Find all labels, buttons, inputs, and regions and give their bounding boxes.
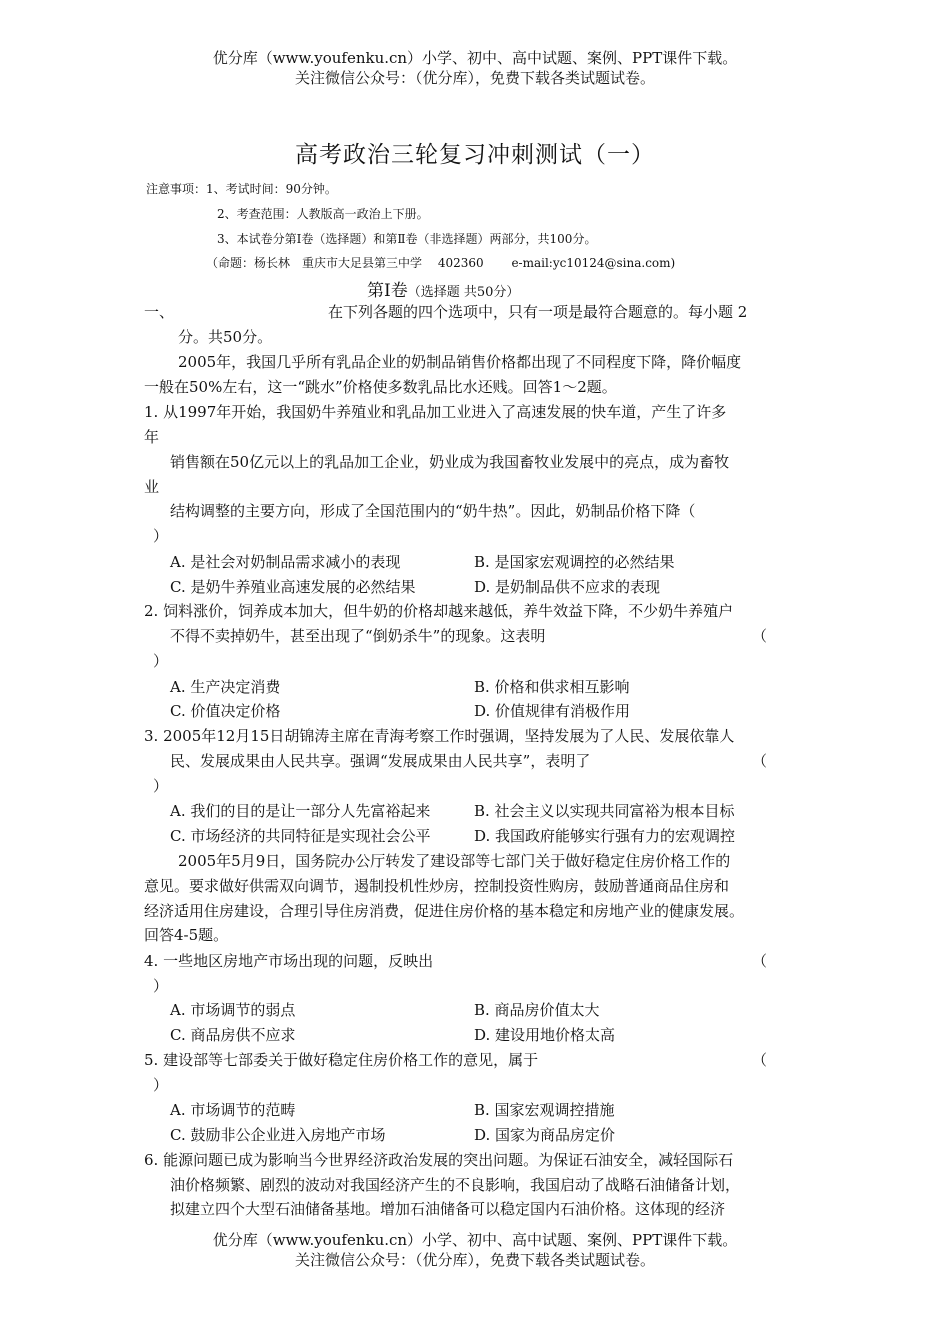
q1-option-c: C. 是奶牛养殖业高速发展的必然结果: [170, 578, 416, 596]
part-instructions-cont: 分。共50分。: [178, 328, 273, 346]
q3-open-paren: （: [752, 752, 768, 770]
note-1: 注意事项：1、考试时间：90分钟。: [146, 182, 337, 196]
q2-option-b: B. 价格和供求相互影响: [474, 678, 630, 696]
q5-option-b: B. 国家宏观调控措施: [474, 1101, 615, 1119]
q3-option-c: C. 市场经济的共同特征是实现社会公平: [170, 827, 431, 845]
part-instructions: 在下列各题的四个选项中，只有一项是最符合题意的。每小题 2: [328, 303, 748, 321]
material-1-line-1: 2005年，我国几乎所有乳品企业的奶制品销售价格都出现了不同程度下降，降价幅度: [178, 353, 742, 371]
material-2-line-3: 经济适用住房建设，合理引导住房消费，促进住房价格的基本稳定和房地产业的健康发展。: [144, 902, 745, 920]
author-line: （命题：杨长林 重庆市大足县第三中学 402360 e-mail:yc10124@sina.com): [206, 256, 676, 270]
q5-open-paren: （: [752, 1051, 768, 1069]
footer-line-1: 优分库（www.youfenku.cn）小学、初中、高中试题、案例、PPT课件下载。: [212, 1231, 738, 1249]
q3-option-d: D. 我国政府能够实行强有力的宏观调控: [474, 827, 736, 845]
note-2: 2、考查范围：人教版高一政治上下册。: [217, 207, 429, 221]
q2-open-paren: （: [752, 627, 768, 645]
q5-option-d: D. 国家为商品房定价: [474, 1126, 616, 1144]
material-2-line-2: 意见。要求做好供需双向调节，遏制投机性炒房，控制投资性购房，鼓励普通商品住房和: [144, 877, 730, 895]
q1-answer-paren: ）: [153, 527, 169, 545]
q1-line-3: 结构调整的主要方向，形成了全国范围内的“奶牛热”。因此，奶制品价格下降（: [170, 502, 696, 520]
note-3: 3、本试卷分第Ⅰ卷（选择题）和第Ⅱ卷（非选择题）两部分，共100分。: [217, 232, 597, 246]
q2-option-c: C. 价值决定价格: [170, 702, 281, 720]
q2-option-d: D. 价值规律有消极作用: [474, 702, 631, 720]
q6-line-2: 油价格频繁、剧烈的波动对我国经济产生的不良影响，我国启动了战略石油储备计划，: [170, 1176, 741, 1194]
q4-option-b: B. 商品房价值太大: [474, 1001, 600, 1019]
q5-close-paren: ）: [153, 1076, 169, 1094]
q1-line-1: 1. 从1997年开始，我国奶牛养殖业和乳品加工业进入了高速发展的快车道，产生了许多: [144, 403, 727, 421]
q2-option-a: A. 生产决定消费: [170, 678, 281, 696]
material-1-line-2: 一般在50%左右，这一“跳水”价格使多数乳品比水还贱。回答1～2题。: [144, 378, 617, 396]
q4-option-a: A. 市场调节的弱点: [170, 1001, 296, 1019]
q2-line-1: 2. 饲料涨价，饲养成本加大，但牛奶的价格却越来越低，养牛效益下降，不少奶牛养殖户: [144, 602, 734, 620]
q1-line-2-wrap: 业: [144, 478, 160, 496]
q2-close-paren: ）: [153, 652, 169, 670]
q3-option-a: A. 我们的目的是让一部分人先富裕起来: [170, 802, 431, 820]
q3-close-paren: ）: [153, 777, 169, 795]
q3-line-2: 民、发展成果由人民共享。强调“发展成果由人民共享”，表明了: [170, 752, 591, 770]
q5-option-c: C. 鼓励非公企业进入房地产市场: [170, 1126, 386, 1144]
q4-close-paren: ）: [153, 977, 169, 995]
page-title: 高考政治三轮复习冲刺测试（一）: [295, 142, 655, 168]
q1-option-b: B. 是国家宏观调控的必然结果: [474, 553, 675, 571]
q3-line-1: 3. 2005年12月15日胡锦涛主席在青海考察工作时强调，坚持发展为了人民、发展依靠人: [144, 727, 735, 745]
header-line-2: 关注微信公众号：（优分库），免费下载各类试题试卷。: [294, 69, 655, 87]
section-heading-sub: （选择题 共50分）: [407, 285, 520, 300]
q4-option-c: C. 商品房供不应求: [170, 1026, 296, 1044]
q1-line-2: 销售额在50亿元以上的乳品加工企业，奶业成为我国畜牧业发展中的亮点，成为畜牧: [170, 453, 730, 471]
q2-line-2: 不得不卖掉奶牛，甚至出现了“倒奶杀牛”的现象。这表明: [170, 627, 546, 645]
q1-line-1-wrap: 年: [144, 428, 160, 446]
q4-option-d: D. 建设用地价格太高: [474, 1026, 616, 1044]
q1-option-a: A. 是社会对奶制品需求减小的表现: [170, 553, 401, 571]
section-heading-main: 第Ⅰ卷: [367, 281, 408, 301]
part-number: 一、: [144, 303, 175, 321]
q4-open-paren: （: [752, 952, 768, 970]
q1-option-d: D. 是奶制品供不应求的表现: [474, 578, 661, 596]
q6-line-3: 拟建立四个大型石油储备基地。增加石油储备可以稳定国内石油价格。这体现的经济: [170, 1200, 726, 1218]
q5-line-1: 5. 建设部等七部委关于做好稳定住房价格工作的意见，属于: [144, 1051, 539, 1069]
footer-line-2: 关注微信公众号：（优分库），免费下载各类试题试卷。: [294, 1251, 655, 1269]
material-2-line-4: 回答4-5题。: [144, 926, 229, 944]
q6-line-1: 6. 能源问题已成为影响当今世界经济政治发展的突出问题。为保证石油安全，减轻国际石: [144, 1151, 734, 1169]
q3-option-b: B. 社会主义以实现共同富裕为根本目标: [474, 802, 735, 820]
section-heading: [367, 276, 519, 301]
q5-option-a: A. 市场调节的范畴: [170, 1101, 296, 1119]
material-2-line-1: 2005年5月9日，国务院办公厅转发了建设部等七部门关于做好稳定住房价格工作的: [178, 852, 731, 870]
q4-line-1: 4. 一些地区房地产市场出现的问题，反映出: [144, 952, 434, 970]
header-line-1: 优分库（www.youfenku.cn）小学、初中、高中试题、案例、PPT课件下载。: [212, 49, 738, 67]
